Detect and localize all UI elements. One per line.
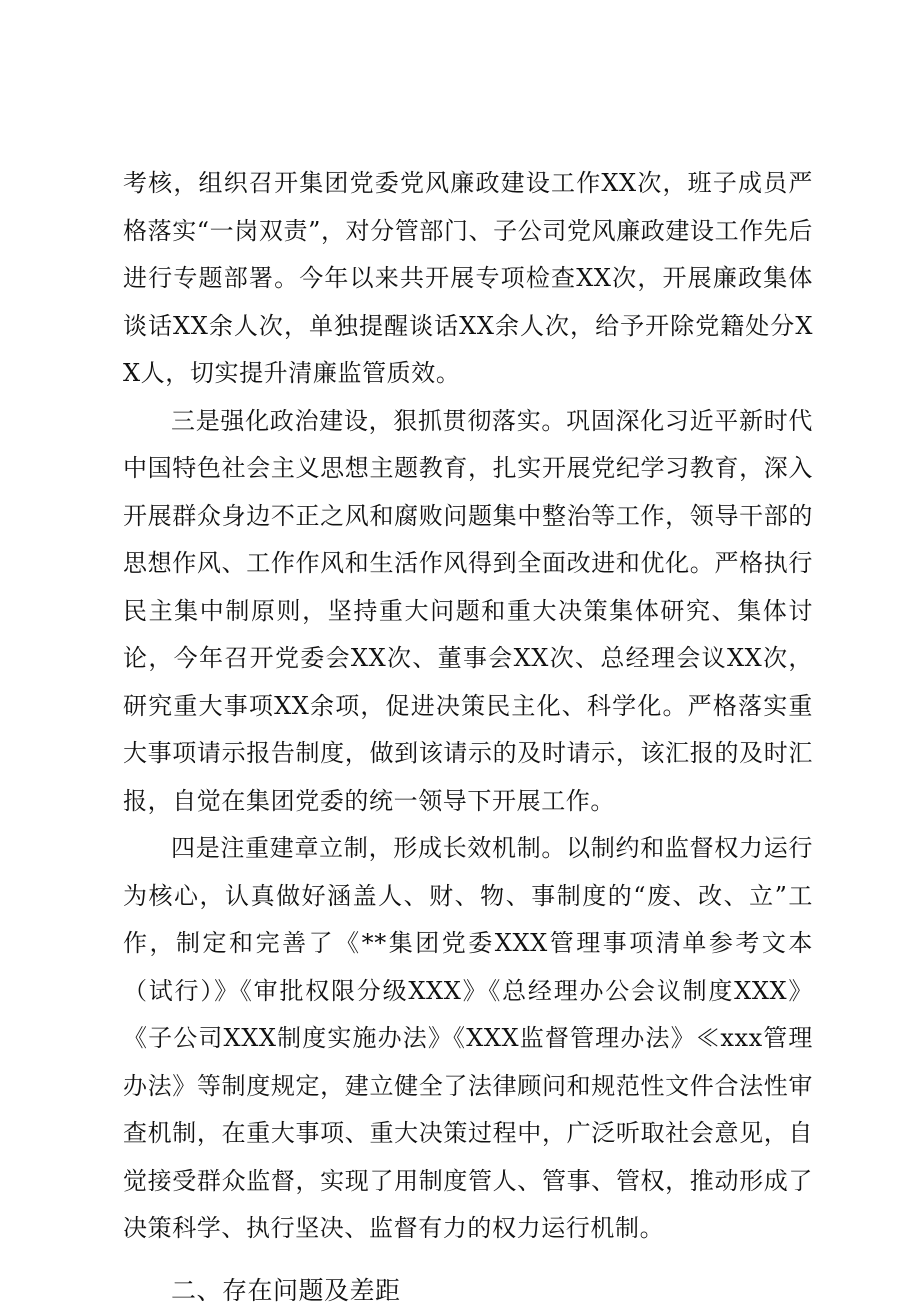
paragraph-institution-building: 四是注重建章立制，形成长效机制。以制约和监督权力运行为核心，认真做好涵盖人、财、物、事制度的“废、改、立”工作，制定和完善了《**集团党委XXX管理事项清单参考文本（试行）》《审批权限分级XXX》《总经理办公会议制度XXX》《子公司XXX制度实施办法》《XXX监督管理办法》≪xxx管理办法》等制度规定，建立健全了法律顾问和规范性文件合法性审查机制，在重大事项、重大决策过程中，广泛听取社会意见，自觉接受群众监督，实现了用制度管人、管事、管权，推动形成了决策科学、执行坚决、监督有力的权力运行机制。 (123, 834, 813, 1242)
paragraph-continuation: 考核，组织召开集团党委党风廉政建设工作XX次，班子成员严格落实“一岗双责”，对分管部门、子公司党风廉政建设工作先后进行专题部署。今年以来共开展专项检查XX次，开展廉政集体谈话XX余人次，单独提醒谈话XX余人次，给予开除党籍处分XX人，切实提升清廉监管质效。 (123, 169, 813, 387)
document-body (123, 160, 813, 1314)
section-heading: 二、存在问题及差距 (171, 1275, 401, 1305)
paragraph-political-building: 三是强化政治建设，狠抓贯彻落实。巩固深化习近平新时代中国特色社会主义思想主题教育，扎实开展党纪学习教育，深入开展群众身边不正之风和腐败问题集中整治等工作，领导干部的思想作风、工作作风和生活作风得到全面改进和优化。严格执行民主集中制原则，坚持重大问题和重大决策集体研究、集体讨论，今年召开党委会XX次、董事会XX次、总经理会议XX次，研究重大事项XX余项，促进决策民主化、科学化。严格落实重大事项请示报告制度，做到该请示的及时请示，该汇报的及时汇报，自觉在集团党委的统一领导下开展工作。 (123, 406, 813, 815)
